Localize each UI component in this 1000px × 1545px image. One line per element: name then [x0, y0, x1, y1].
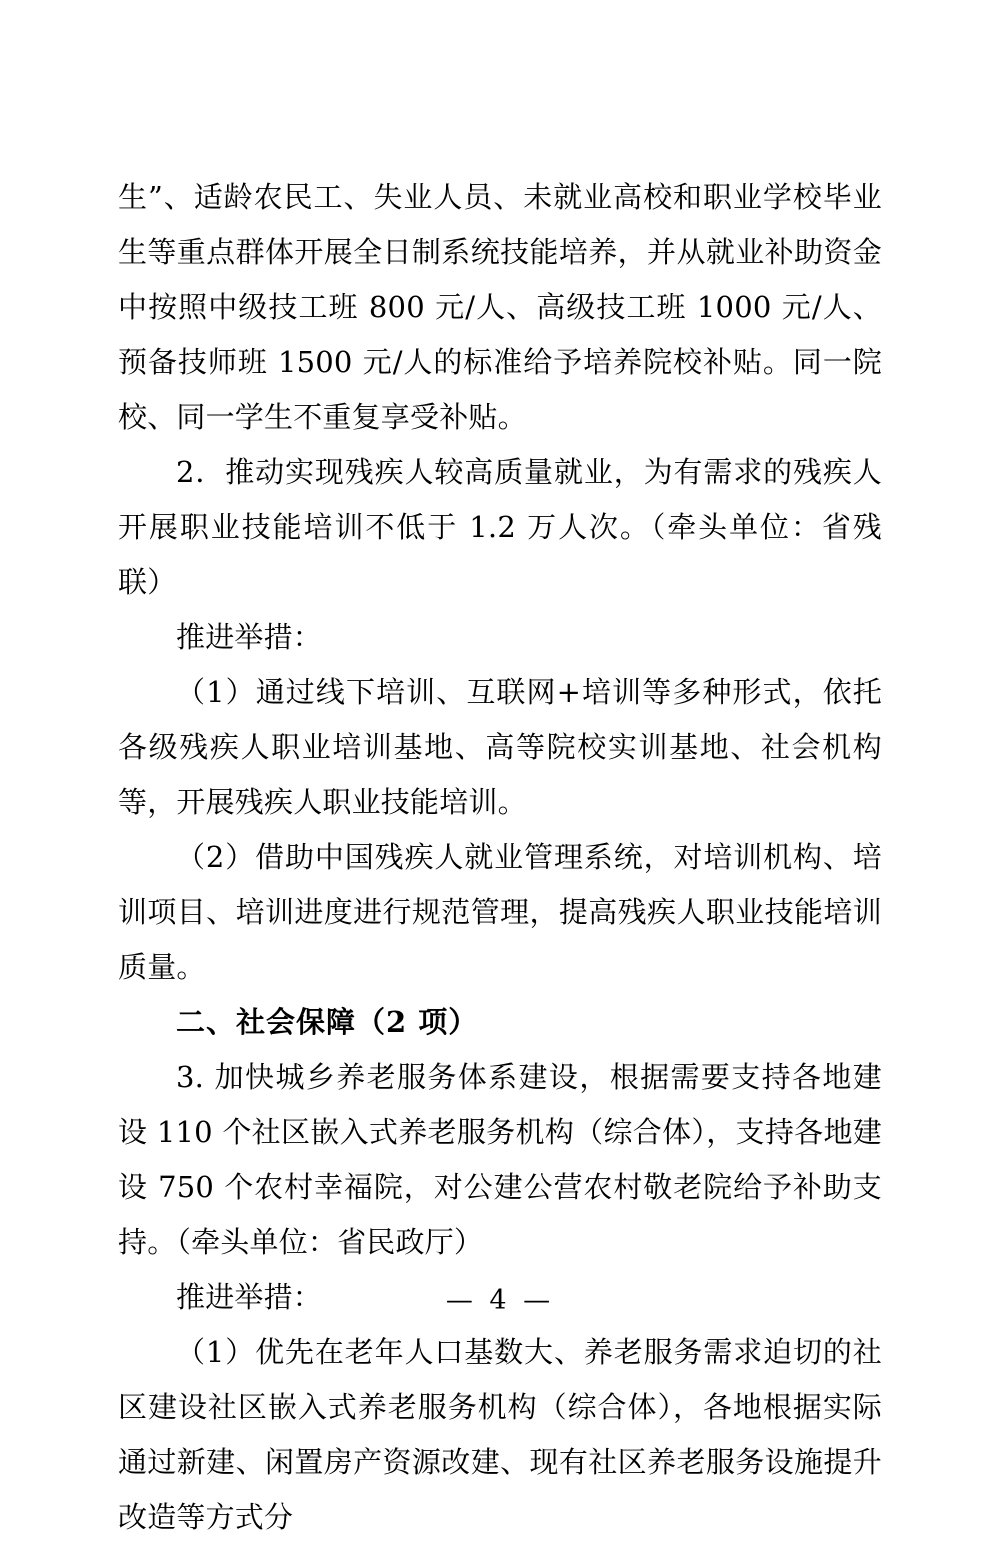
page-footer [0, 1285, 1000, 1316]
paragraph-item-2: 2．推动实现残疾人较高质量就业，为有需求的残疾人开展职业技能培训不低于 1.2 万人次。（牵头单位：省残联） [118, 455, 882, 599]
paragraph-continued-training-subsidy: 生”、适龄农民工、失业人员、未就业高校和职业学校毕业生等重点群体开展全日制系统技能培养，并从就业补助资金中按照中级技工班 800 元/人、高级技工班 1000 元/人、预备技师班 1500 元/人的标准给予培养院校补贴。同一院校、同一学生不重复享受补贴。 [118, 180, 882, 434]
paragraph-measures-label-2: 推进举措： [176, 1280, 323, 1314]
paragraph-measure-2-1: （1）通过线下培训、互联网+培训等多种形式，依托各级残疾人职业培训基地、高等院校实训基地、社会机构等，开展残疾人职业技能培训。 [118, 675, 882, 819]
page-number: — 4 — [445, 1285, 555, 1316]
section-heading-social-security: 二、社会保障（2 项） [176, 1005, 479, 1039]
paragraph-measure-3-1: （1）优先在老年人口基数大、养老服务需求迫切的社区建设社区嵌入式养老服务机构（综合体），各地根据实际通过新建、闲置房产资源改建、现有社区养老服务设施提升改造等方式分 [118, 1335, 882, 1534]
paragraph-measures-label-1: 推进举措： [176, 620, 323, 654]
paragraph-measure-2-2: （2）借助中国残疾人就业管理系统，对培训机构、培训项目、培训进度进行规范管理，提高残疾人职业技能培训质量。 [118, 840, 882, 984]
document-body [118, 170, 882, 1545]
paragraph-item-3: 3. 加快城乡养老服务体系建设，根据需要支持各地建设 110 个社区嵌入式养老服务机构（综合体），支持各地建设 750 个农村幸福院，对公建公营农村敬老院给予补助支持。（牵头单位：省民政厅） [118, 1060, 882, 1259]
